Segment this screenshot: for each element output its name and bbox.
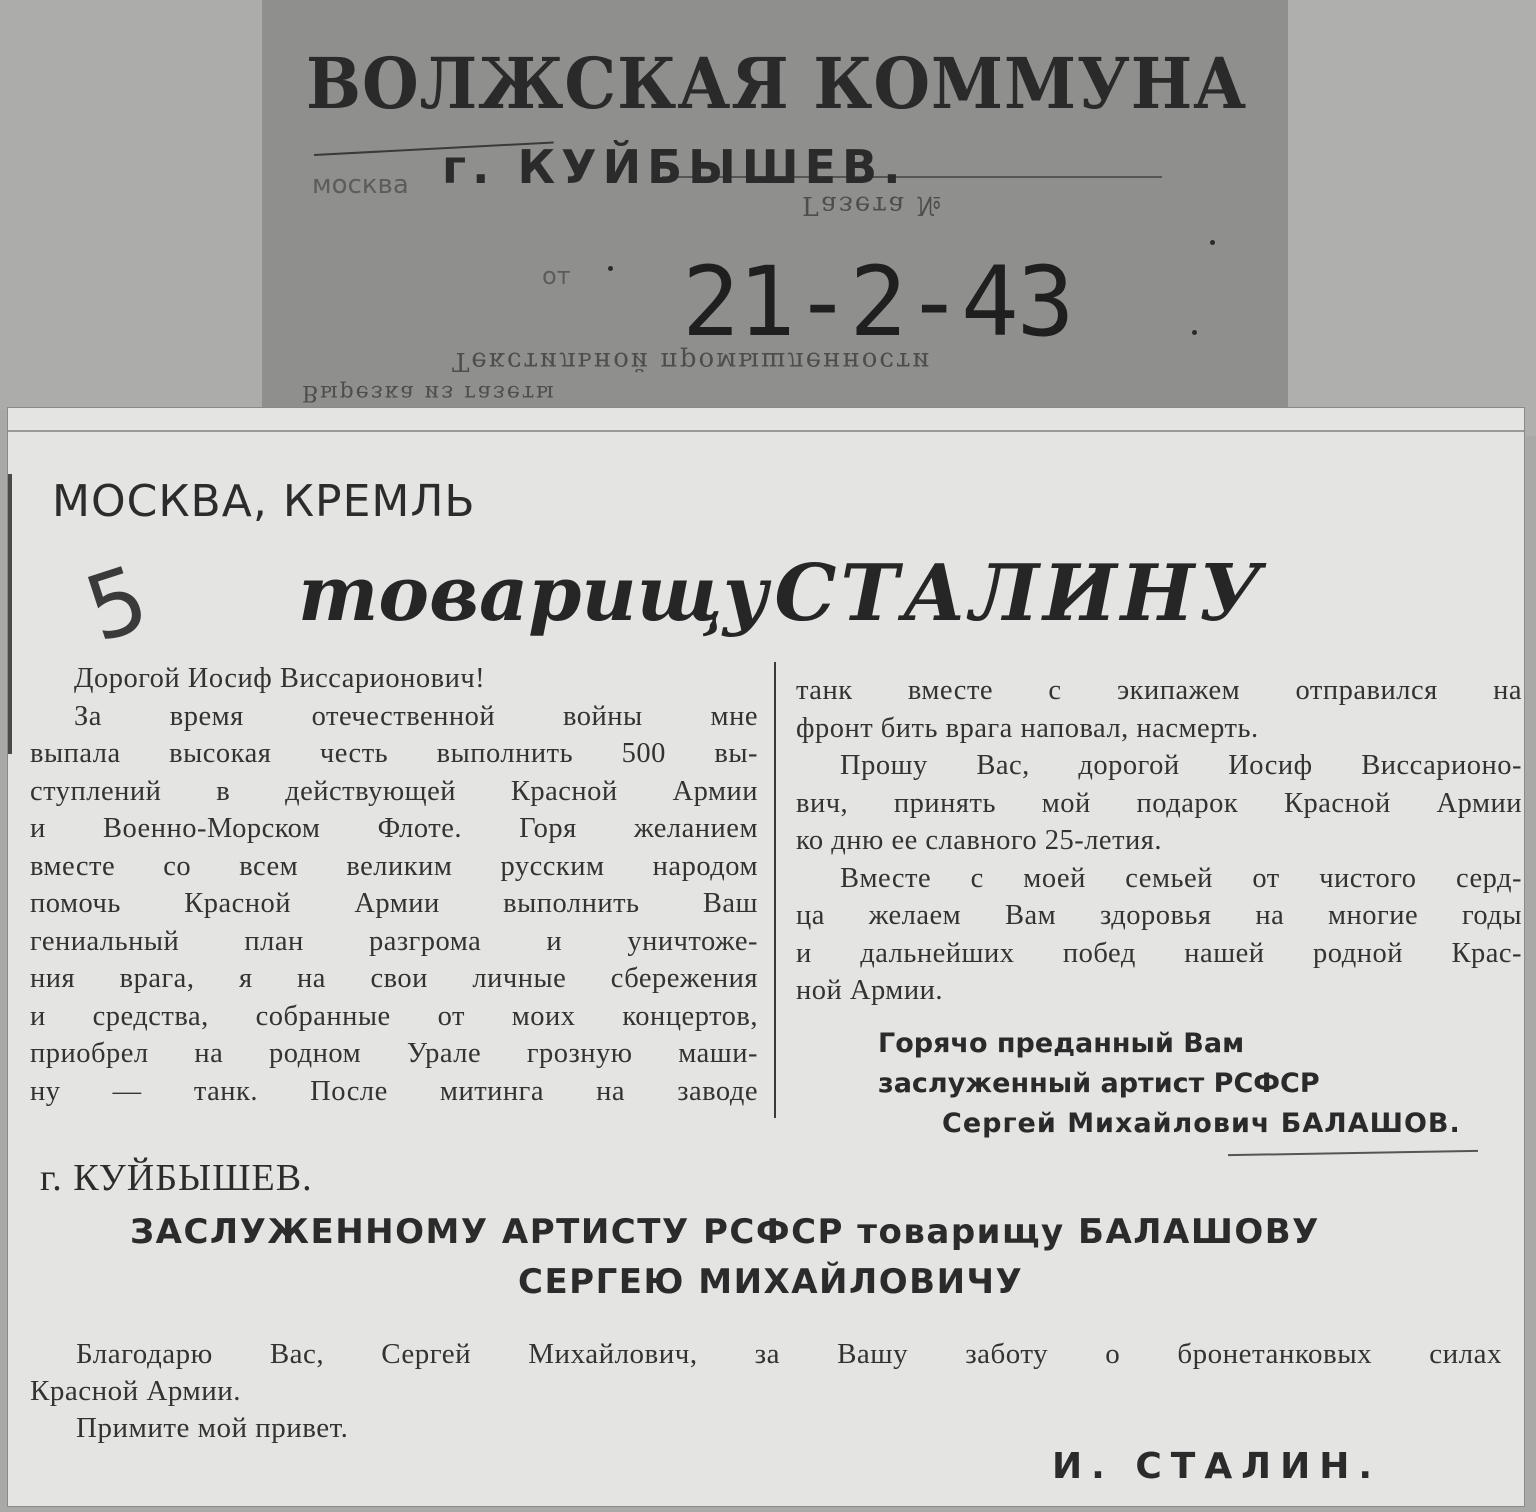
reply-signature: И. СТАЛИН. [1052, 1446, 1382, 1487]
letter-line: Дорогой Иосиф Виссарионович! [74, 663, 486, 694]
reply-line: Красной Армии. [30, 1375, 242, 1407]
letter-line: Вместе с моей семьей от чистого серд- [840, 862, 1522, 894]
letter-signature-line-1: Горячо преданный Вам [878, 1028, 1245, 1059]
letter-line: приобрел на родном Урале грозную маши- [30, 1038, 758, 1069]
letter-line: ния врага, я на свои личные сбережения [30, 963, 758, 994]
letter-signature-name: Сергей Михайлович БАЛАШОВ. [942, 1108, 1461, 1139]
letter-line: вич, принять мой подарок Красной Армии [796, 787, 1522, 819]
reply-line: Примите мой привет. [76, 1412, 349, 1444]
reply-heading-line-2: СЕРГЕЮ МИХАЙЛОВИЧУ [518, 1262, 1024, 1302]
letter-line: За время отечественной войны мне [74, 700, 758, 732]
clipping-top-line [8, 430, 1524, 432]
letter-line: Прошу Вас, дорогой Иосиф Виссарионо- [840, 750, 1522, 781]
label-mirrored-line-2: Вырезка из газеты [302, 380, 556, 405]
newspaper-source-label [262, 0, 1288, 430]
letter-line: вместе со всем великим русским народом [30, 850, 758, 882]
letter-line: ной Армии. [796, 975, 943, 1006]
letter-line: ну — танк. После митинга на заводе [30, 1075, 758, 1107]
letter-line: гениальный план разгрома и уничтоже- [30, 925, 758, 957]
label-place-prefix: москва [312, 170, 409, 200]
letter-line: и Военно-Морском Флоте. Горя желанием [30, 813, 758, 844]
ink-dot [1210, 240, 1215, 245]
column-divider [774, 662, 776, 1118]
headline-caps: СТАЛИНУ [774, 548, 1266, 639]
reply-heading-line-1: ЗАСЛУЖЕННОМУ АРТИСТУ РСФСР товарищу БАЛАШОВУ [130, 1212, 1320, 1252]
label-mirrored-line-1: Текстильной промышленности [452, 346, 932, 376]
letter-line: ступлений в действующей Красной Армии [30, 775, 758, 807]
reply-body [30, 1336, 1502, 1447]
letter-line: фронт бить врага наповал, насмерть. [796, 712, 1259, 744]
label-mirrored-issue: Газета № [802, 190, 944, 220]
label-city: г. КУЙБЫШЕВ. [442, 140, 907, 194]
letter-headline [298, 548, 1266, 639]
letter-line: ца желаем Вам здоровья на многие годы [796, 900, 1522, 931]
letter-left-column [30, 660, 758, 1110]
newspaper-clipping [8, 408, 1524, 1506]
reply-city: г. КУЙБЫШЕВ. [40, 1157, 313, 1199]
letter-line: и дальнейших побед нашей родной Крас- [796, 937, 1522, 969]
letter-signature-line-2: заслуженный артист РСФСР [878, 1068, 1320, 1099]
letter-line: танк вместе с экипажем отправился на [796, 675, 1522, 706]
pencil-mark: 5 [73, 545, 161, 664]
letter-line: помочь Красной Армии выполнить Ваш [30, 888, 758, 919]
label-date: 21-2-43 [682, 246, 1073, 358]
label-from: от [542, 262, 571, 290]
mount-background-left [0, 0, 265, 410]
newspaper-title: ВОЛЖСКАЯ КОММУНА [306, 42, 1248, 125]
headline-italic: товарищу [298, 549, 769, 638]
signature-underline [1228, 1150, 1478, 1156]
letter-line: ко дню ее славного 25-летия. [796, 825, 1163, 856]
letter-line: выпала высокая честь выполнить 500 вы- [30, 738, 758, 769]
ink-dot [1192, 330, 1197, 335]
letter-place: МОСКВА, КРЕМЛЬ [52, 476, 476, 527]
clipping-left-bar [8, 474, 12, 754]
mount-background-right [1288, 0, 1536, 436]
letter-right-column [796, 672, 1522, 1010]
ink-dot [608, 266, 613, 271]
letter-line: и средства, собранные от моих концертов, [30, 1000, 758, 1032]
reply-line: Благодарю Вас, Сергей Михайлович, за Вашу заботу о бронетанковых силах [76, 1338, 1502, 1370]
